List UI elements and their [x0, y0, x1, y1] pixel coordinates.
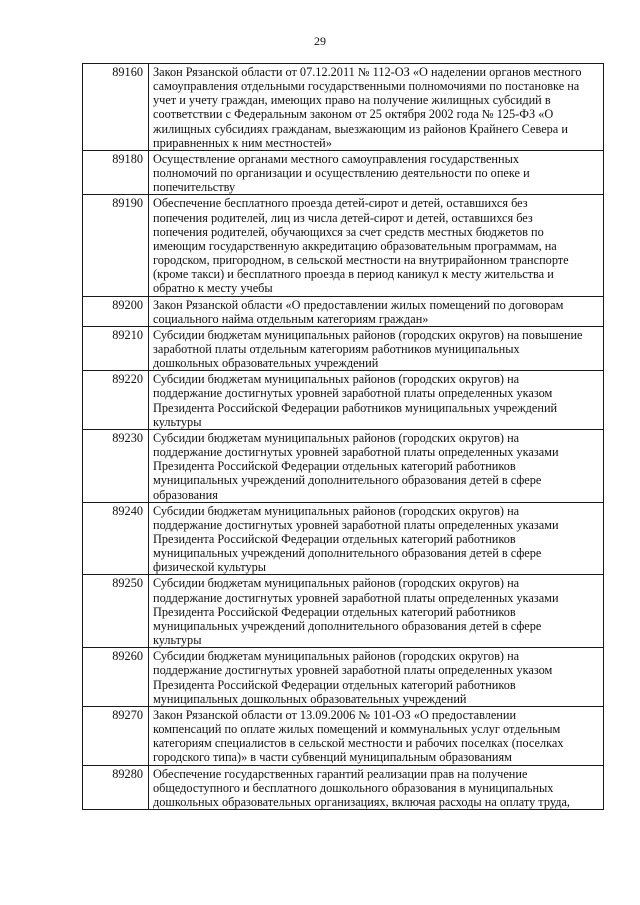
description-line: городском, пригородном, в сельской местности на внутрирайонном транспорте	[153, 253, 569, 268]
budget-codes-table	[82, 63, 604, 810]
table-body	[83, 64, 604, 810]
description-line: самоуправления отдельными государственными полномочиями по постановке на	[153, 79, 580, 94]
description-text	[153, 504, 600, 575]
description-text	[153, 767, 600, 809]
description-line: полномочий по организации и осуществлению деятельности по опеке и	[153, 166, 530, 181]
description-line: попечения родителей, обучающихся за счет средств местных бюджетов по	[153, 224, 544, 239]
description-cell	[149, 296, 604, 326]
description-line: приравненных к ним местностей»	[153, 135, 332, 150]
description-line: Субсидии бюджетам муниципальных районов (городских округов) на	[153, 430, 520, 445]
description-cell	[149, 150, 604, 194]
description-line: (кроме такси) и бесплатного проезда в период каникул к месту жительства и	[153, 267, 554, 282]
page-number: 29	[314, 34, 326, 48]
budget-code-cell: 89200	[83, 296, 149, 326]
description-line: Закон Рязанской области «О предоставлении жилых помещений по договорам	[153, 297, 564, 312]
budget-code-cell: 89230	[83, 429, 149, 502]
table-row	[83, 150, 604, 194]
description-line: Субсидии бюджетам муниципальных районов (городских округов) на	[153, 372, 520, 387]
budget-code-cell: 89160	[83, 64, 149, 151]
budget-code-cell: 89190	[83, 195, 149, 296]
description-text	[153, 152, 600, 194]
description-line: Субсидии бюджетам муниципальных районов (городских округов) на повышение	[153, 327, 583, 342]
description-text	[153, 298, 600, 326]
description-line: культуры	[153, 633, 202, 648]
description-cell	[149, 502, 604, 575]
description-line: физической культуры	[153, 560, 267, 575]
description-line: попечительству	[153, 180, 236, 195]
budget-code-cell: 89250	[83, 575, 149, 648]
table-row	[83, 575, 604, 648]
description-line: муниципальных учреждений дополнительного образования детей в сфере	[153, 546, 542, 561]
description-line: Субсидии бюджетам муниципальных районов (городских округов) на	[153, 503, 520, 518]
description-line: жилищных субсидиях гражданам, выезжающим из районов Крайнего Севера и	[153, 121, 568, 136]
description-line: попечения родителей, лиц из числа детей-сирот и детей, оставшихся без	[153, 210, 533, 225]
table-row	[83, 706, 604, 765]
description-line: Закон Рязанской области от 07.12.2011 № 112-ОЗ «О наделении органов местного	[153, 65, 582, 79]
description-line: дошкольных образовательных учреждений	[153, 356, 379, 371]
budget-code-cell: 89240	[83, 502, 149, 575]
table-row	[83, 296, 604, 326]
description-line: имеющим государственную аккредитацию образовательным программам, на	[153, 238, 557, 253]
description-cell	[149, 648, 604, 707]
description-cell	[149, 195, 604, 296]
table-row	[83, 429, 604, 502]
description-line: Президента Российской Федерации отдельных категорий работников	[153, 677, 516, 692]
description-line: Президента Российской Федерации отдельных категорий работников	[153, 604, 516, 619]
description-cell	[149, 706, 604, 765]
description-line: социального найма отдельным категориям граждан»	[153, 311, 429, 326]
description-line: обратно к месту учебы	[153, 281, 273, 296]
budget-code-cell: 89180	[83, 150, 149, 194]
description-line: заработной платы отдельным категориям работников муниципальных	[153, 341, 520, 356]
description-line: поддержание достигнутых уровней заработной платы определенных указами	[153, 517, 559, 532]
table-row	[83, 326, 604, 370]
description-cell	[149, 64, 604, 151]
description-line: Президента Российской Федерации отдельных категорий работников	[153, 532, 516, 546]
description-cell	[149, 371, 604, 430]
description-text	[153, 708, 600, 765]
description-cell	[149, 326, 604, 370]
description-line: общедоступного и бесплатного дошкольного образования в муниципальных	[153, 780, 554, 795]
description-line: соответствии с Федеральным законом от 25 октября 2002 года № 125-ФЗ «О	[153, 107, 554, 122]
table-row	[83, 64, 604, 151]
budget-code-cell: 89260	[83, 648, 149, 707]
description-line: муниципальных учреждений дополнительного образования детей в сфере	[153, 618, 542, 633]
description-line: муниципальных учреждений дополнительного образования детей в сфере	[153, 473, 542, 488]
description-text	[153, 649, 600, 706]
description-text	[153, 65, 600, 150]
table-row	[83, 195, 604, 296]
description-line: Президента Российской Федерации работников муниципальных учреждений	[153, 400, 558, 415]
table-row	[83, 648, 604, 707]
description-line: поддержание достигнутых уровней заработной платы определенных указом	[153, 663, 553, 678]
description-line: культуры	[153, 414, 202, 429]
description-line: образования	[153, 487, 218, 502]
description-line: городского типа)» в части субвенций муниципальным образованиям	[153, 750, 512, 765]
description-line: Президента Российской Федерации отдельных категорий работников	[153, 459, 516, 474]
description-line: поддержание достигнутых уровней заработной платы определенных указом	[153, 386, 553, 401]
description-text	[153, 196, 600, 295]
description-text	[153, 431, 600, 502]
description-line: дошкольных образовательных организациях, включая расходы на оплату труда,	[153, 794, 570, 809]
budget-code-cell: 89280	[83, 765, 149, 809]
description-cell	[149, 575, 604, 648]
description-text	[153, 576, 600, 647]
description-text	[153, 328, 600, 370]
description-line: поддержание достигнутых уровней заработной платы определенных указами	[153, 445, 559, 460]
description-line: Субсидии бюджетам муниципальных районов (городских округов) на	[153, 576, 520, 591]
description-line: категориям специалистов в сельской местности и рабочих поселках (поселках	[153, 736, 564, 751]
description-line: муниципальных дошкольных образовательных учреждений	[153, 691, 467, 706]
description-line: Осуществление органами местного самоуправления государственных	[153, 151, 519, 166]
budget-code-cell: 89210	[83, 326, 149, 370]
budget-code-cell: 89220	[83, 371, 149, 430]
description-line: компенсаций по оплате жилых помещений и коммунальных услуг отдельным	[153, 722, 561, 737]
budget-code-cell: 89270	[83, 706, 149, 765]
description-cell	[149, 765, 604, 809]
table-row	[83, 502, 604, 575]
table-row	[83, 371, 604, 430]
description-line: Субсидии бюджетам муниципальных районов (городских округов) на	[153, 649, 520, 664]
description-text	[153, 372, 600, 429]
description-line: учет и учету граждан, имеющих право на получение жилищных субсидий в	[153, 93, 551, 108]
description-line: поддержание достигнутых уровней заработной платы определенных указами	[153, 590, 559, 605]
description-line: Закон Рязанской области от 13.09.2006 № 101-ОЗ «О предоставлении	[153, 707, 517, 722]
description-cell	[149, 429, 604, 502]
description-line: Обеспечение государственных гарантий реализации прав на получение	[153, 766, 528, 781]
table-row	[83, 765, 604, 809]
description-line: Обеспечение бесплатного проезда детей-сирот и детей, оставшихся без	[153, 196, 528, 211]
